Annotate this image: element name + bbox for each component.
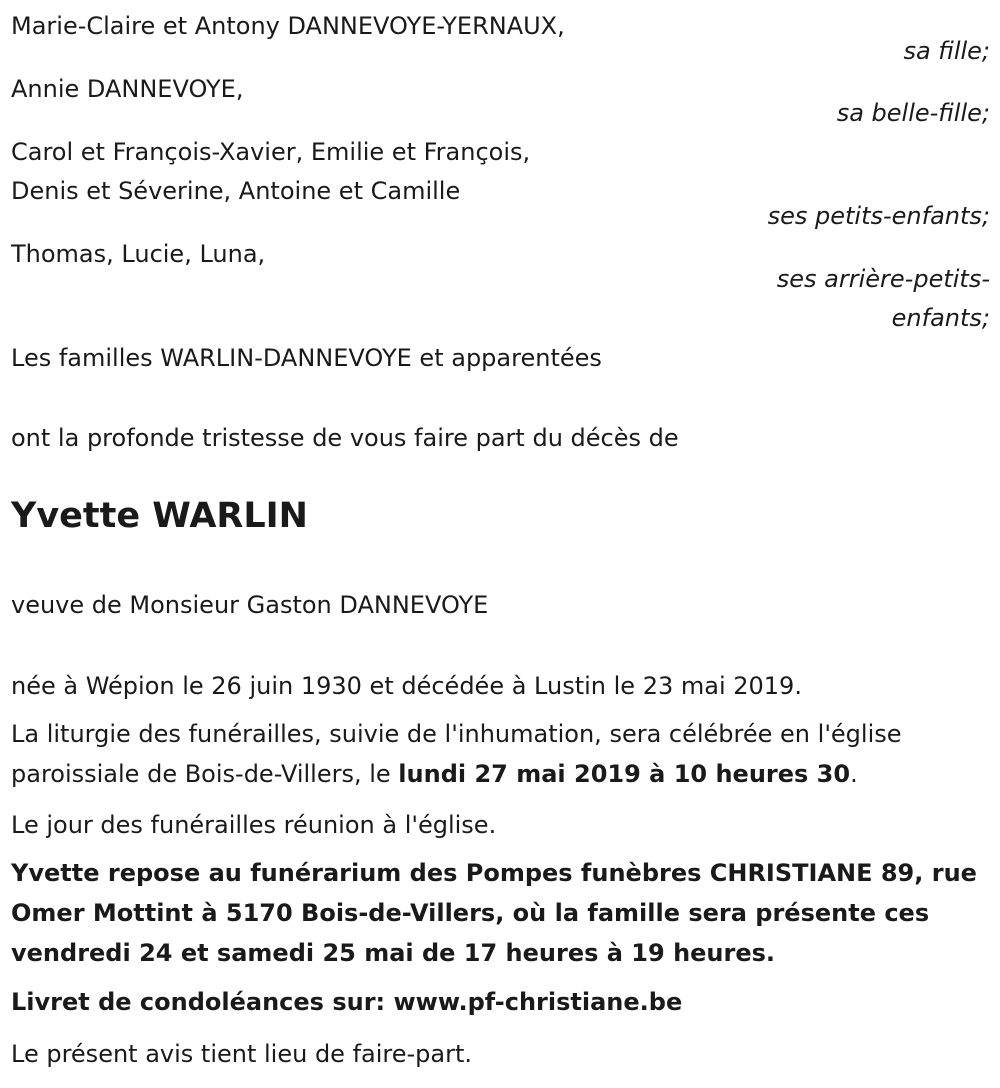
meeting-info: Le jour des funérailles réunion à l'église. bbox=[11, 811, 497, 839]
family-great-grandchildren-names: Thomas, Lucie, Luna, bbox=[11, 240, 266, 268]
liturgy-end: . bbox=[850, 760, 858, 788]
family-relatives: Les familles WARLIN-DANNEVOYE et apparentées bbox=[11, 344, 602, 372]
family-grandchildren-names-2: Denis et Séverine, Antoine et Camille bbox=[11, 177, 461, 205]
announcement-text: ont la profonde tristesse de vous faire part du décès de bbox=[11, 424, 679, 452]
family-great-grandchildren-role-2: enfants; bbox=[891, 304, 990, 332]
family-daughter-in-law-name: Annie DANNEVOYE, bbox=[11, 75, 244, 103]
family-great-grandchildren-role-1: ses arrière-petits- bbox=[776, 265, 990, 293]
family-grandchildren-role: ses petits-enfants; bbox=[767, 202, 990, 230]
family-grandchildren-names-1: Carol et François-Xavier, Emilie et François, bbox=[11, 138, 531, 166]
notice-text: Le présent avis tient lieu de faire-part. bbox=[11, 1040, 473, 1068]
birth-death-dates: née à Wépion le 26 juin 1930 et décédée à Lustin le 23 mai 2019. bbox=[11, 672, 802, 700]
family-daughter-names: Marie-Claire et Antony DANNEVOYE-YERNAUX, bbox=[11, 12, 565, 40]
liturgy-text: La liturgie des funérailles, suivie de l'inhumation, sera célébrée en l'église paroissiale de Bois-de-Villers, le bbox=[11, 720, 902, 788]
condolences-link: Livret de condoléances sur: www.pf-christiane.be bbox=[11, 988, 683, 1016]
family-daughter-in-law-role: sa belle-fille; bbox=[836, 99, 990, 127]
funeral-datetime: lundi 27 mai 2019 à 10 heures 30 bbox=[398, 760, 851, 788]
repose-info: Yvette repose au funérarium des Pompes funèbres CHRISTIANE 89, rue Omer Mottint à 5170 Bois-de-Villers, où la famille sera présente ces vendredi 24 et samedi 25 mai de 17 heures à 19 heures. bbox=[11, 859, 977, 967]
liturgy-paragraph bbox=[11, 714, 993, 794]
deceased-name: Yvette WARLIN bbox=[11, 496, 308, 536]
widow-of: veuve de Monsieur Gaston DANNEVOYE bbox=[11, 591, 489, 619]
family-daughter-role: sa fille; bbox=[903, 37, 990, 65]
